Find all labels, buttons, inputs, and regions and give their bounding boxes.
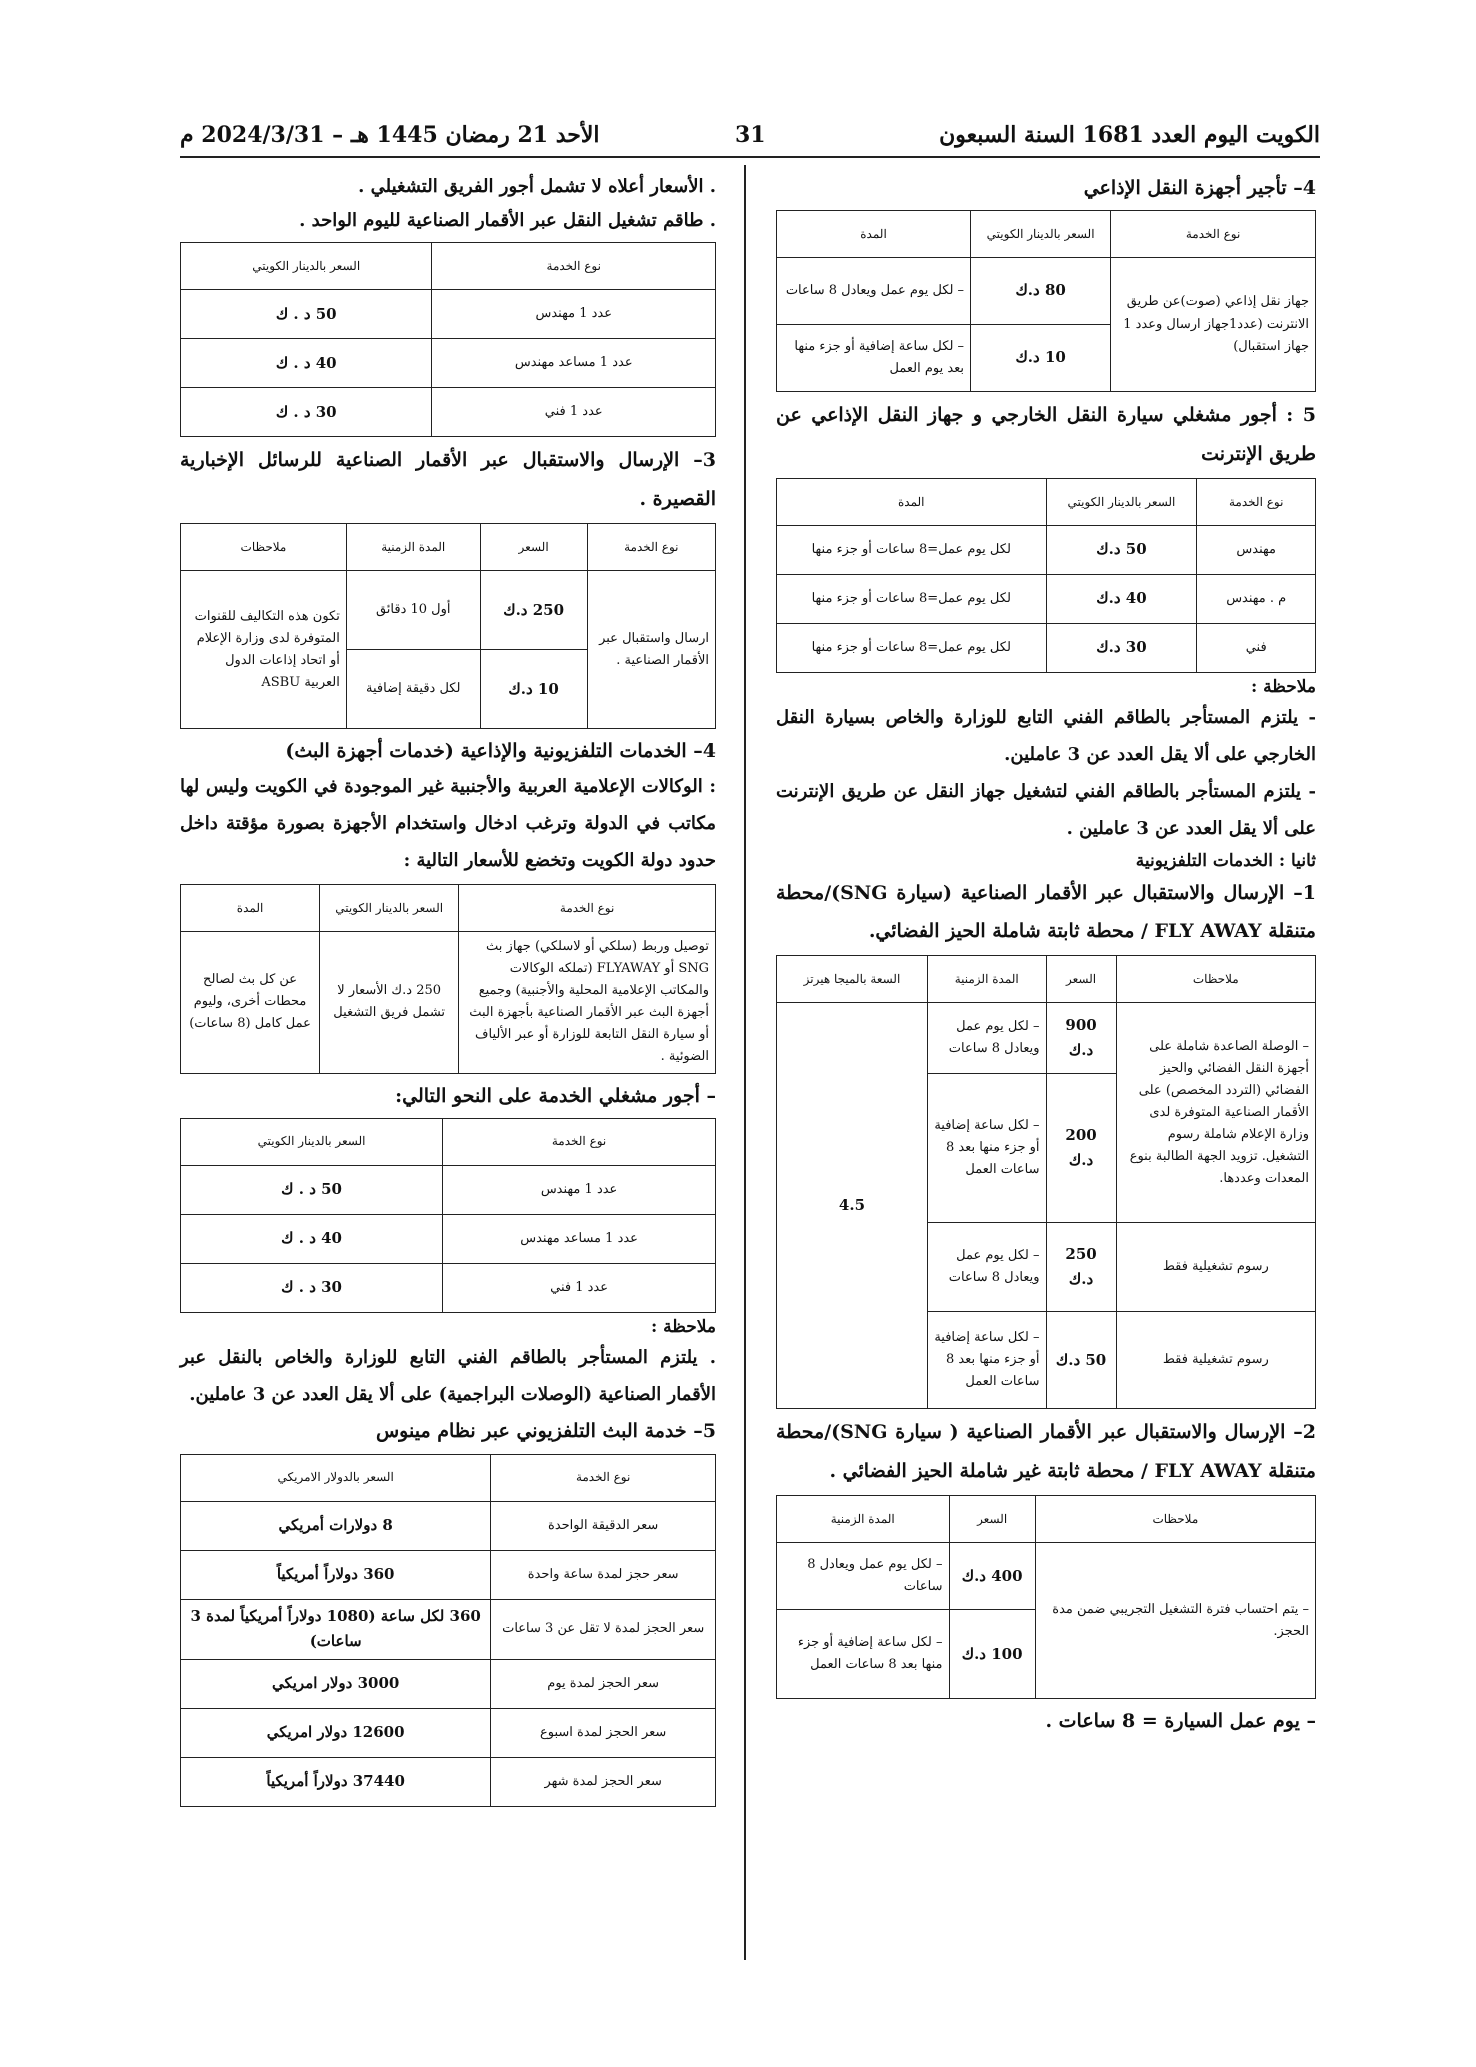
- section-title: 1– الإرسال والاستقبال عبر الأقمار الصناعية (سيارة SNG)/محطة متنقلة FLY AWAY / محطة ثابتة شاملة الحيز الفضائي.: [776, 881, 1316, 943]
- note-text: . يلتزم المستأجر بالطاقم الفني التابع للوزارة والخاص بالنقل عبر الأقمار الصناعية (الوصلات البراجمية) على ألا يقل العدد عن 3 عاملين.: [180, 1346, 716, 1405]
- broadcast-equipment-table: [180, 884, 716, 1074]
- table-header: السعر بالدولار الامريكي: [181, 1454, 491, 1501]
- table-cell: ارسال واستقبال عبر الأقمار الصناعية .: [587, 571, 715, 729]
- table-cell: عدد 1 مساعد مهندس: [443, 1214, 716, 1263]
- table-header: السعر: [1046, 956, 1116, 1003]
- issue-date: الأحد 21 رمضان 1445 هـ – 2024/3/31 م: [180, 122, 600, 148]
- section-title: – أجور مشغلي الخدمة على النحو التالي:: [395, 1084, 716, 1107]
- table-cell: سعر الحجز لمدة اسبوع: [491, 1708, 716, 1757]
- table-header: المدة: [181, 885, 320, 932]
- operators-wage-table: [776, 478, 1316, 673]
- table-cell: 400 د.ك: [949, 1543, 1035, 1610]
- car-day-note: – يوم عمل السيارة = 8 ساعات .: [1045, 1710, 1316, 1733]
- page-number: 31: [735, 122, 766, 148]
- table-cell: – لكل يوم عمل ويعادل 8 ساعات: [927, 1223, 1046, 1312]
- table-header: السعر بالدينار الكويتي: [1046, 478, 1197, 525]
- table-cell: 8 دولارات أمريكي: [181, 1501, 491, 1550]
- page-header: [180, 116, 1320, 158]
- table-header: السعر: [949, 1496, 1035, 1543]
- table-cell: 12600 دولار امريكي: [181, 1708, 491, 1757]
- table-header: السعة بالميجا هيرتز: [777, 956, 928, 1003]
- crew-table: [180, 242, 716, 437]
- table-cell: 3000 دولار امريكي: [181, 1659, 491, 1708]
- table-header: السعر بالدينار الكويتي: [320, 885, 459, 932]
- table-cell: تكون هذه التكاليف للقنوات المتوفرة لدى وزارة الإعلام أو اتحاد إذاعات الدول العربية ASBU: [181, 571, 347, 729]
- table-cell: 50 د . ك: [181, 1165, 443, 1214]
- table-cell: أول 10 دقائق: [346, 571, 480, 650]
- section-title: 5– خدمة البث التلفزيوني عبر نظام مينوس: [375, 1420, 716, 1443]
- table-cell: سعر الدقيقة الواحدة: [491, 1501, 716, 1550]
- table-cell: سعر الحجز لمدة يوم: [491, 1659, 716, 1708]
- table-cell: 250 د.ك الأسعار لا تشمل فريق التشغيل: [320, 932, 459, 1074]
- table-header: المدة: [777, 211, 971, 258]
- table-cell: – لكل يوم عمل ويعادل 8 ساعات: [777, 258, 971, 325]
- table-cell: 50 د . ك: [181, 290, 432, 339]
- table-cell: لكل يوم عمل=8 ساعات أو جزء منها: [777, 574, 1047, 623]
- table-cell: – الوصلة الصاعدة شاملة على أجهزة النقل الفضائي والحيز الفضائي (التردد المخصص) على الأقمار الصناعية المتوفرة لدى وزارة الإعلام شاملة رسوم التشغيل. تزويد الجهة الطالبة بنوع المعدات وعددها.: [1116, 1003, 1315, 1223]
- table-cell: 360 دولاراً أمريكياً: [181, 1550, 491, 1599]
- table-cell: 250 د.ك: [480, 571, 587, 650]
- paragraph: : الوكالات الإعلامية العربية والأجنبية غير الموجودة في الكويت وليس لها مكاتب في الدولة وترغب ادخال واستخدام الأجهزة بصورة مؤقتة داخل حدود دولة الكويت وتخضع للأسعار التالية :: [180, 776, 716, 872]
- right-column: [776, 170, 1316, 1739]
- table-cell: – لكل ساعة إضافية أو جزء منها بعد يوم العمل: [777, 325, 971, 392]
- table-cell: 40 د . ك: [181, 1214, 443, 1263]
- table-header: نوع الخدمة: [1111, 211, 1316, 258]
- left-column: [180, 170, 716, 1811]
- note-label: ملاحظة :: [1250, 676, 1316, 697]
- satellite-transmission-table: [776, 955, 1316, 1409]
- table-cell: عدد 1 فني: [443, 1263, 716, 1312]
- table-cell: 50 د.ك: [1046, 525, 1197, 574]
- table-cell: 10 د.ك: [480, 650, 587, 729]
- table-header: ملاحظات: [1116, 956, 1315, 1003]
- table-cell: 900 د.ك: [1046, 1003, 1116, 1074]
- text-line: . طاقم تشغيل النقل عبر الأقمار الصناعية لليوم الواحد .: [299, 210, 716, 232]
- table-header: السعر بالدينار الكويتي: [181, 243, 432, 290]
- table-header: ملاحظات: [181, 524, 347, 571]
- table-cell: سعر حجز لمدة ساعة واحدة: [491, 1550, 716, 1599]
- table-header: المدة الزمنية: [927, 956, 1046, 1003]
- table-cell: 37440 دولاراً أمريكياً: [181, 1757, 491, 1806]
- table-cell: توصيل وربط (سلكي أو لاسلكي) جهاز بث SNG أو FLYAWAY (تملكه الوكالات والمكاتب الإعلامية المحلية والأجنبية) وجميع أجهزة البث عبر الأقمار الصناعية بأجهزة البث أو سيارة النقل التابعة للوزارة أو عبر الألياف الضوئية .: [459, 932, 716, 1074]
- table-cell: م . مهندس: [1197, 574, 1316, 623]
- table-cell: – يتم احتساب فترة التشغيل التجريبي ضمن مدة الحجز.: [1035, 1543, 1315, 1699]
- table-header: السعر بالدينار الكويتي: [181, 1118, 443, 1165]
- table-header: المدة الزمنية: [346, 524, 480, 571]
- table-header: نوع الخدمة: [1197, 478, 1316, 525]
- gazette-issue: الكويت اليوم العدد 1681 السنة السبعون: [939, 122, 1320, 148]
- table-cell: 4.5: [777, 1003, 928, 1409]
- column-divider: [744, 165, 746, 1960]
- table-cell: 40 د . ك: [181, 339, 432, 388]
- table-header: نوع الخدمة: [443, 1118, 716, 1165]
- table-header: ملاحظات: [1035, 1496, 1315, 1543]
- table-cell: عن كل بث لصالح محطات أخرى، وليوم عمل كامل (8 ساعات): [181, 932, 320, 1074]
- table-cell: 200 د.ك: [1046, 1074, 1116, 1223]
- operators-table: [180, 1118, 716, 1313]
- table-cell: عدد 1 مهندس: [443, 1165, 716, 1214]
- table-cell: سعر الحجز لمدة لا تقل عن 3 ساعات: [491, 1599, 716, 1659]
- section-title: 4– الخدمات التلفزيونية والإذاعية (خدمات أجهزة البث): [285, 740, 716, 763]
- section-title: 2– الإرسال والاستقبال عبر الأقمار الصناعية ( سيارة SNG)/محطة متنقلة FLY AWAY / محطة ثابتة غير شاملة الحيز الفضائي .: [776, 1421, 1316, 1483]
- table-cell: 100 د.ك: [949, 1610, 1035, 1699]
- minos-broadcast-table: [180, 1454, 716, 1807]
- table-cell: 30 د.ك: [1046, 623, 1197, 672]
- table-cell: لكل يوم عمل=8 ساعات أو جزء منها: [777, 623, 1047, 672]
- table-cell: رسوم تشغيلية فقط: [1116, 1312, 1315, 1409]
- table-cell: فني: [1197, 623, 1316, 672]
- table-header: السعر بالدينار الكويتي: [971, 211, 1111, 258]
- table-cell: 360 لكل ساعة (1080 دولاراً أمريكياً لمدة 3 ساعات): [181, 1599, 491, 1659]
- table-header: نوع الخدمة: [587, 524, 715, 571]
- section-title: 4– تأجير أجهزة النقل الإذاعي: [1083, 177, 1316, 199]
- note-text: - يلتزم المستأجر بالطاقم الفني لتشغيل جهاز النقل عن طريق الإنترنت على ألا يقل العدد عن 3 عاملين .: [776, 780, 1316, 839]
- table-cell: 250 د.ك: [1046, 1223, 1116, 1312]
- table-header: نوع الخدمة: [491, 1454, 716, 1501]
- table-cell: لكل دقيقة إضافية: [346, 650, 480, 729]
- table-cell: سعر الحجز لمدة شهر: [491, 1757, 716, 1806]
- text-line: . الأسعار أعلاه لا تشمل أجور الفريق التشغيلي .: [358, 176, 716, 197]
- table-cell: 80 د.ك: [971, 258, 1111, 325]
- table-header: السعر: [480, 524, 587, 571]
- table-header: نوع الخدمة: [459, 885, 716, 932]
- subsection-label: ثانيا : الخدمات التلفزيونية: [1135, 850, 1316, 871]
- news-messages-table: [180, 523, 716, 729]
- table-header: نوع الخدمة: [432, 243, 716, 290]
- table-cell: عدد 1 مساعد مهندس: [432, 339, 716, 388]
- table-cell: 10 د.ك: [971, 325, 1111, 392]
- table-cell: لكل يوم عمل=8 ساعات أو جزء منها: [777, 525, 1047, 574]
- table-cell: عدد 1 مهندس: [432, 290, 716, 339]
- radio-rental-table: [776, 210, 1316, 392]
- table-cell: 30 د . ك: [181, 1263, 443, 1312]
- table-header: المدة الزمنية: [777, 1496, 950, 1543]
- section-title: 5 : أجور مشغلي سيارة النقل الخارجي و جهاز النقل الإذاعي عن طريق الإنترنت: [776, 404, 1316, 466]
- table-cell: 40 د.ك: [1046, 574, 1197, 623]
- table-cell: – لكل ساعة إضافية أو جزء منها بعد 8 ساعات العمل: [927, 1074, 1046, 1223]
- table-cell: جهاز نقل إذاعي (صوت)عن طريق الانترنت (عدد1جهاز ارسال وعدد 1 جهاز استقبال): [1111, 258, 1316, 392]
- table-cell: – لكل ساعة إضافية أو جزء منها بعد 8 ساعات العمل: [777, 1610, 950, 1699]
- table-cell: 30 د . ك: [181, 388, 432, 437]
- table-cell: مهندس: [1197, 525, 1316, 574]
- table-header: المدة: [777, 478, 1047, 525]
- table-cell: 50 د.ك: [1046, 1312, 1116, 1409]
- section-title: 3– الإرسال والاستقبال عبر الأقمار الصناعية للرسائل الإخبارية القصيرة .: [180, 449, 716, 511]
- table-cell: عدد 1 فني: [432, 388, 716, 437]
- table-cell: – لكل يوم عمل ويعادل 8 ساعات: [927, 1003, 1046, 1074]
- table-cell: – لكل يوم عمل ويعادل 8 ساعات: [777, 1543, 950, 1610]
- table-cell: رسوم تشغيلية فقط: [1116, 1223, 1315, 1312]
- satellite-no-space-table: [776, 1495, 1316, 1699]
- note-label: ملاحظة :: [650, 1316, 716, 1337]
- table-cell: – لكل ساعة إضافية أو جزء منها بعد 8 ساعات العمل: [927, 1312, 1046, 1409]
- note-text: - يلتزم المستأجر بالطاقم الفني التابع للوزارة والخاص بسيارة النقل الخارجي على ألا يقل العدد عن 3 عاملين.: [776, 706, 1316, 765]
